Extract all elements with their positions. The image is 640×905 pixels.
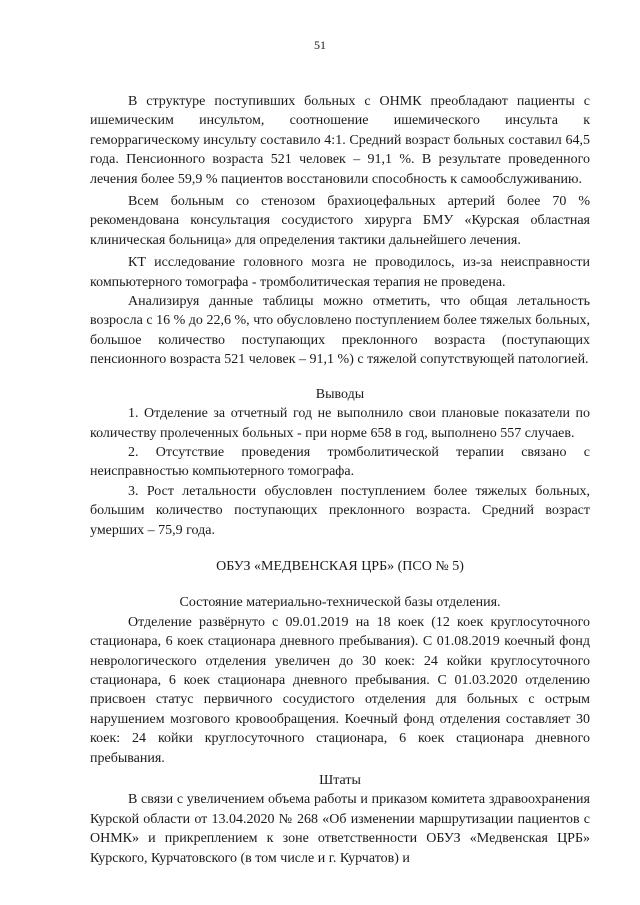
- paragraph-structure: В структуре поступивших больных с ОНМК преобладают пациенты с ишемическим инсультом, соотношение ишемического инсульта к геморрагическому инсульту составило 4:1. Средний возраст больных составил 64,5 года. Пенсионного возраста 521 человек – 91,1 %. В результате проведенного лечения более 59,9 % пациентов восстановили способность к самообслуживанию.: [90, 94, 590, 187]
- paragraph-stenosis: Всем больным со стенозом брахиоцефальных артерий более 70 % рекомендована консультация сосудистого хирурга БМУ «Курская областная клиническая больница» для определения тактики дальнейшего лечения.: [90, 194, 590, 248]
- conclusion-item-3: 3. Рост летальности обусловлен поступлением более тяжелых больных, большим количество поступающих преклонного возраста. Средний возраст умерших – 75,9 года.: [90, 483, 590, 538]
- paragraph-staff: В связи с увеличением объема работы и приказом комитета здравоохранения Курской области от 13.04.2020 № 268 «Об изменении маршрутизации пациентов с ОНМК» и прикреплением к зоне ответственности ОБУЗ «Медвенская ЦРБ» Курского, Курчатовского (в том числе и г. Курчатов) и: [90, 792, 590, 866]
- page-number: 51: [314, 38, 326, 52]
- conclusions-heading: Выводы: [315, 386, 365, 402]
- organization-heading: ОБУЗ «МЕДВЕНСКАЯ ЦРБ» (ПСО № 5): [216, 558, 464, 574]
- document-body: [90, 92, 590, 868]
- conclusion-item-1: 1. Отделение за отчетный год не выполнило свои плановые показатели по количеству пролеченных больных - при норме 658 в год, выполнено 557 случаев.: [90, 406, 590, 441]
- staff-heading: Штаты: [319, 773, 361, 788]
- paragraph-mortality: Анализируя данные таблицы можно отметить, что общая летальность возросла с 16 % до 22,6 %, что обусловлено поступлением более тяжелых больных, большое количество поступающих преклонного возраста (поступающих пенсионного возраста 521 человек – 91,1 %) с тяжелой сопутствующей патологией.: [90, 294, 590, 368]
- material-base-heading: Состояние материально-технической базы отделения.: [179, 595, 501, 611]
- paragraph-ct: КТ исследование головного мозга не проводилось, из-за неисправности компьютерного томографа - тромболитическая терапия не проведена.: [90, 255, 590, 290]
- conclusion-item-2: 2. Отсутствие проведения тромболитической терапии связано с неисправностью компьютерного томографа.: [90, 444, 590, 480]
- paragraph-beds: Отделение развёрнуто с 09.01.2019 на 18 коек (12 коек круглосуточного стационара, 6 коек стационара дневного пребывания). С 01.08.2019 коечный фонд неврологического отделения увеличен до 30 коек: 24 койки круглосуточного стационара, 6 коек стационара дневного пребывания. С 01.03.2020 отделению присвоен статус первичного сосудистого отделения для больных с острым нарушением мозгового кровообращения. Коечный фонд отделения составляет 30 коек: 24 койки круглосуточного стационара, 6 коек стационара дневного пребывания.: [90, 614, 590, 766]
